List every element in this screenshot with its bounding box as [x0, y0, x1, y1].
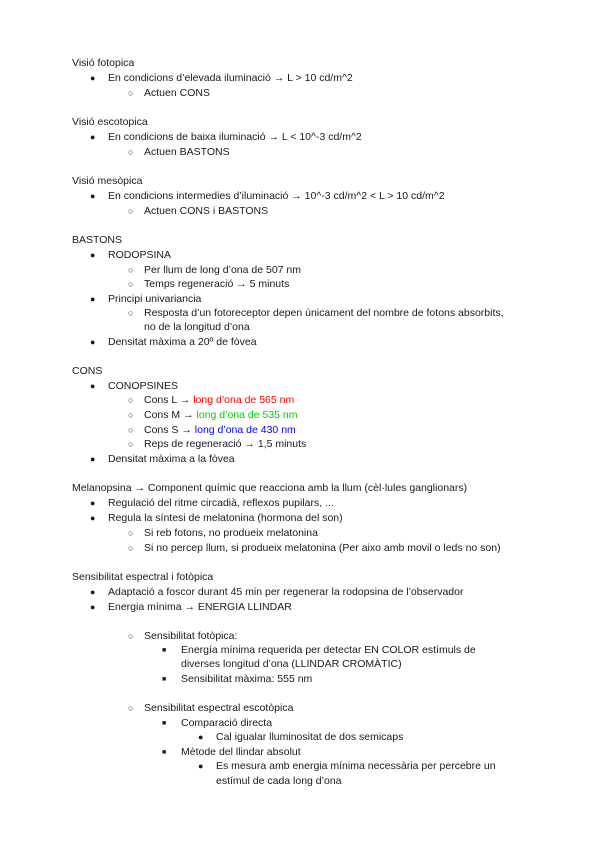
list-item: ■ Comparació directa	[162, 717, 273, 729]
bullet-circle-icon: ○	[128, 410, 134, 420]
bullet-circle-icon: ○	[128, 528, 134, 538]
bullet-circle-icon: ○	[128, 631, 134, 641]
list-item: ○ Sensibilitat espectral escotòpica	[128, 702, 294, 714]
bullet-circle-icon: ○	[128, 147, 134, 157]
list-item-continuation: diverses longitud d’ona (LLINDAR CROMÀTIC)	[181, 658, 402, 670]
bullet-circle-icon: ○	[128, 279, 134, 289]
list-item: ● En condicions de baixa iluminació → L < 10^-3 cd/m^2	[90, 131, 362, 143]
bullet-circle-icon: ○	[128, 206, 134, 216]
heading-melanopsina: Melanopsina → Component químic que reacciona amb la llum (cèl·lules ganglionars)	[72, 482, 468, 494]
list-item: ■ Mètode del llindar absolut	[162, 746, 301, 758]
list-item: ○ Cons S → long d’ona de 430 nm	[128, 424, 296, 436]
bullet-circle-icon: ○	[128, 703, 134, 713]
list-item: ○ Actuen CONS i BASTONS	[128, 205, 269, 217]
list-item: ■ Energía mínima requerida per detectar EN COLOR estímuls de	[162, 644, 476, 656]
list-item: ○ Si no percep llum, si produeix melatonina (Per aixo amb movil o leds no son)	[128, 542, 501, 554]
list-item: ● Principi univariancia	[90, 293, 202, 305]
bullet-disc-icon: ●	[90, 454, 96, 464]
list-item-continuation: no de la longitud d’ona	[144, 321, 250, 333]
cone-l-wavelength: long d’ona de 565 nm	[193, 394, 295, 406]
bullet-disc-icon: ●	[90, 602, 96, 612]
list-item: ● Cal igualar lluminositat de dos semicaps	[198, 731, 404, 743]
bullet-disc-icon: ●	[90, 587, 96, 597]
list-item: ○ Temps regeneració → 5 minuts	[128, 278, 290, 290]
bullet-disc-icon: ●	[90, 337, 96, 347]
bullet-disc-icon: ●	[90, 191, 96, 201]
heading-vision-photopic: Visió fotopica	[72, 57, 135, 69]
cone-s-wavelength: long d’ona de 430 nm	[194, 424, 296, 436]
cone-m-wavelength: long d’ona de 535 nm	[196, 409, 298, 421]
bullet-disc-icon: ●	[90, 73, 96, 83]
bullet-disc-icon: ●	[90, 294, 96, 304]
list-item-continuation: estímul de cada long d’ona	[216, 775, 342, 787]
bullet-circle-icon: ○	[128, 265, 134, 275]
list-item: ○ Si reb fotons, no produeix melatonina	[128, 527, 318, 539]
heading-cons: CONS	[72, 365, 103, 377]
list-item: ● Densitat màxima a 20º de fòvea	[90, 336, 257, 348]
bullet-circle-icon: ○	[128, 543, 134, 553]
bullet-disc-icon: ●	[198, 732, 204, 742]
bullet-circle-icon: ○	[128, 425, 134, 435]
heading-vision-mesopic: Visió mesòpica	[72, 175, 143, 187]
list-item: ● Adaptació a foscor durant 45 min per regenerar la rodopsina de l’observador	[90, 586, 464, 598]
bullet-square-icon: ■	[162, 676, 167, 683]
list-item: ○ Per llum de long d’ona de 507 nm	[128, 264, 302, 276]
bullet-disc-icon: ●	[90, 250, 96, 260]
list-item: ● RODOPSINA	[90, 249, 172, 261]
heading-bastons: BASTONS	[72, 234, 122, 246]
list-item: ■ Sensibilitat màxima: 555 nm	[162, 673, 313, 685]
bullet-disc-icon: ●	[90, 513, 96, 523]
bullet-circle-icon: ○	[128, 88, 134, 98]
list-item: ● En condicions d’elevada iluminació → L > 10 cd/m^2	[90, 72, 353, 84]
bullet-square-icon: ■	[162, 647, 167, 654]
list-item: ○ Resposta d’un fotoreceptor depen únicament del nombre de fotons absorbits,	[128, 307, 504, 319]
list-item: ● CONOPSINES	[90, 380, 179, 392]
list-item: ○ Sensibilitat fotòpica:	[128, 630, 238, 642]
list-item: ○ Actuen CONS	[128, 87, 210, 99]
bullet-circle-icon: ○	[128, 395, 134, 405]
list-item: ○ Actuen BASTONS	[128, 146, 230, 158]
bullet-disc-icon: ●	[90, 132, 96, 142]
bullet-square-icon: ■	[162, 749, 167, 756]
bullet-circle-icon: ○	[128, 439, 134, 449]
heading-sensibilitat: Sensibilitat espectral i fotòpica	[72, 571, 214, 583]
bullet-disc-icon: ●	[90, 498, 96, 508]
bullet-disc-icon: ●	[90, 381, 96, 391]
list-item: ● Energia mínima → ENERGIA LLINDAR	[90, 601, 292, 613]
bullet-disc-icon: ●	[198, 761, 204, 771]
list-item: ● En condicions intermedies d’iluminació → 10^-3 cd/m^2 < L > 10 cd/m^2	[90, 190, 445, 202]
list-item: ● Regulació del ritme circadià, reflexos pupilars, ...	[90, 497, 334, 509]
bullet-circle-icon: ○	[128, 308, 134, 318]
list-item: ● Regula la síntesi de melatonina (hormona del son)	[90, 512, 343, 524]
list-item: ○ Cons M → long d’ona de 535 nm	[128, 409, 298, 421]
list-item: ○ Reps de regeneració → 1,5 minuts	[128, 438, 307, 450]
list-item: ○ Cons L → long d’ona de 565 nm	[128, 394, 295, 406]
list-item: ● Es mesura amb energia mínima necessària per percebre un	[198, 760, 496, 772]
bullet-square-icon: ■	[162, 720, 167, 727]
heading-vision-scotopic: Visió escotopica	[72, 116, 148, 128]
list-item: ● Densitat màxima a la fòvea	[90, 453, 235, 465]
